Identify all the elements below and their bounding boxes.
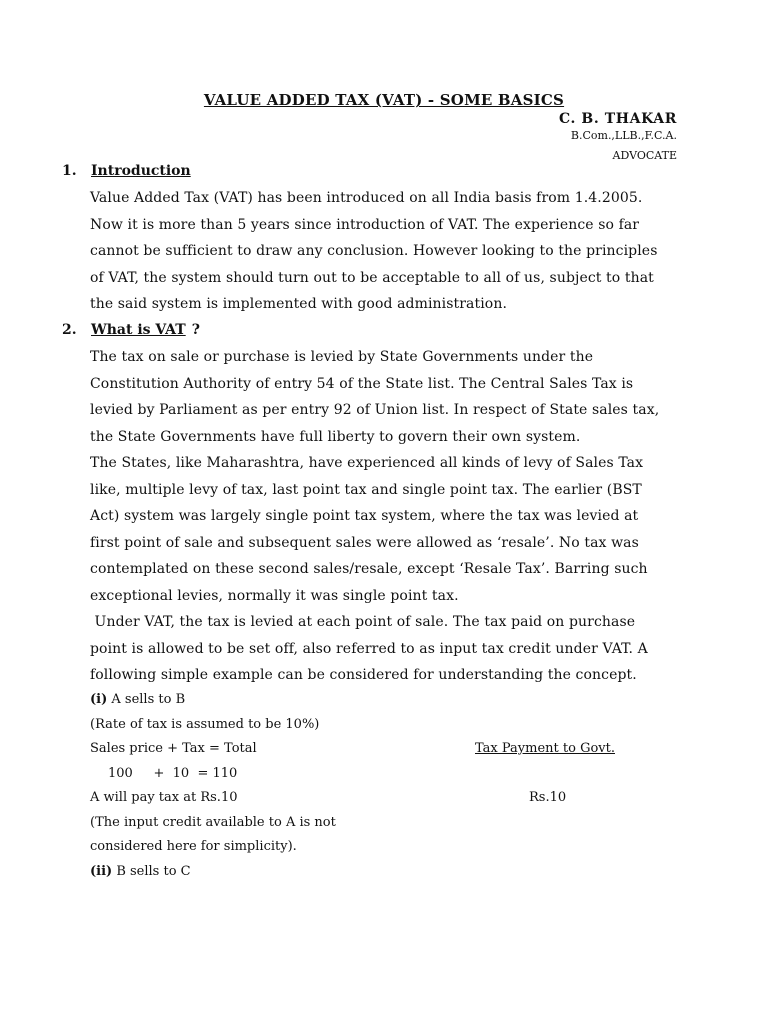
section-number: 1. [62, 163, 77, 179]
paragraph-line: contemplated on these second sales/resale, except ‘Resale Tax’. Barring such [90, 561, 648, 577]
example-case-i [90, 688, 650, 713]
equation-label: Sales price + Tax = Total [90, 741, 257, 756]
tax-payment-header: Tax Payment to Govt. [475, 741, 615, 756]
paragraph-line: first point of sale and subsequent sales were allowed as ‘resale’. No tax was [90, 534, 639, 551]
example-note-line: considered here for simplicity). [90, 839, 297, 854]
example-a-pays-row [90, 786, 650, 811]
paragraph-line: Value Added Tax (VAT) has been introduced on all India basis from 1.4.2005. [90, 190, 643, 206]
section-title-suffix: ? [191, 322, 200, 338]
author-qualifications: B.Com.,LLB.,F.C.A. [570, 129, 677, 142]
paragraph-line: the said system is implemented with good administration. [90, 296, 507, 312]
paragraph-line: The States, like Maharashtra, have experienced all kinds of levy of Sales Tax [90, 455, 644, 471]
author-role: ADVOCATE [612, 149, 677, 162]
author-name: C. B. THAKAR [558, 111, 677, 127]
equation-values: 100 + 10 = 110 [108, 765, 238, 781]
document-title: VALUE ADDED TAX (VAT) - SOME BASICS [203, 91, 565, 109]
paragraph-line: cannot be sufficient to draw any conclusion. However looking to the principles [90, 243, 658, 259]
section-title: Introduction [91, 163, 191, 179]
paragraph-line: the State Governments have full liberty to govern their own system. [90, 428, 581, 445]
paragraph-line: exceptional levies, normally it was single point tax. [90, 587, 459, 604]
paragraph-line: levied by Parliament as per entry 92 of Union list. In respect of State sales tax, [90, 402, 660, 418]
section-heading-introduction [62, 163, 191, 179]
case-text: A sells to B [107, 692, 186, 707]
paragraph-line: following simple example can be considered for understanding the concept. [90, 667, 637, 683]
section-body-what-is-vat [90, 344, 690, 689]
example-case-ii [90, 860, 650, 885]
example-equation-values [90, 762, 650, 787]
case-text: B sells to C [112, 863, 191, 879]
paragraph-line: Constitution Authority of entry 54 of the State list. The Central Sales Tax is [90, 375, 634, 392]
a-payment-amount: Rs.10 [529, 790, 567, 805]
case-marker: (ii) [90, 863, 113, 879]
section-title: What is VAT [91, 322, 186, 338]
section-body-introduction [90, 185, 690, 318]
vat-example [90, 688, 650, 884]
paragraph-line: like, multiple levy of tax, last point tax and single point tax. The earlier (BST [90, 481, 642, 498]
example-note-line: (The input credit available to A is not [90, 814, 336, 830]
paragraph-line: Under VAT, the tax is levied at each point of sale. The tax paid on purchase [90, 614, 636, 630]
paragraph-line: Now it is more than 5 years since introduction of VAT. The experience so far [90, 216, 640, 233]
example-rate-note: (Rate of tax is assumed to be 10%) [90, 716, 320, 732]
paragraph-line: Act) system was largely single point tax system, where the tax was levied at [90, 508, 639, 524]
paragraph-line: point is allowed to be set off, also referred to as input tax credit under VAT. A [90, 640, 648, 657]
case-marker: (i) [90, 692, 108, 707]
paragraph-line: of VAT, the system should turn out to be acceptable to all of us, subject to that [90, 269, 654, 286]
paragraph-line: The tax on sale or purchase is levied by State Governments under the [90, 349, 594, 365]
example-equation-row [90, 737, 650, 762]
section-heading-what-is-vat [62, 322, 200, 338]
a-pays-text: A will pay tax at Rs.10 [90, 790, 238, 805]
section-number: 2. [62, 322, 77, 338]
